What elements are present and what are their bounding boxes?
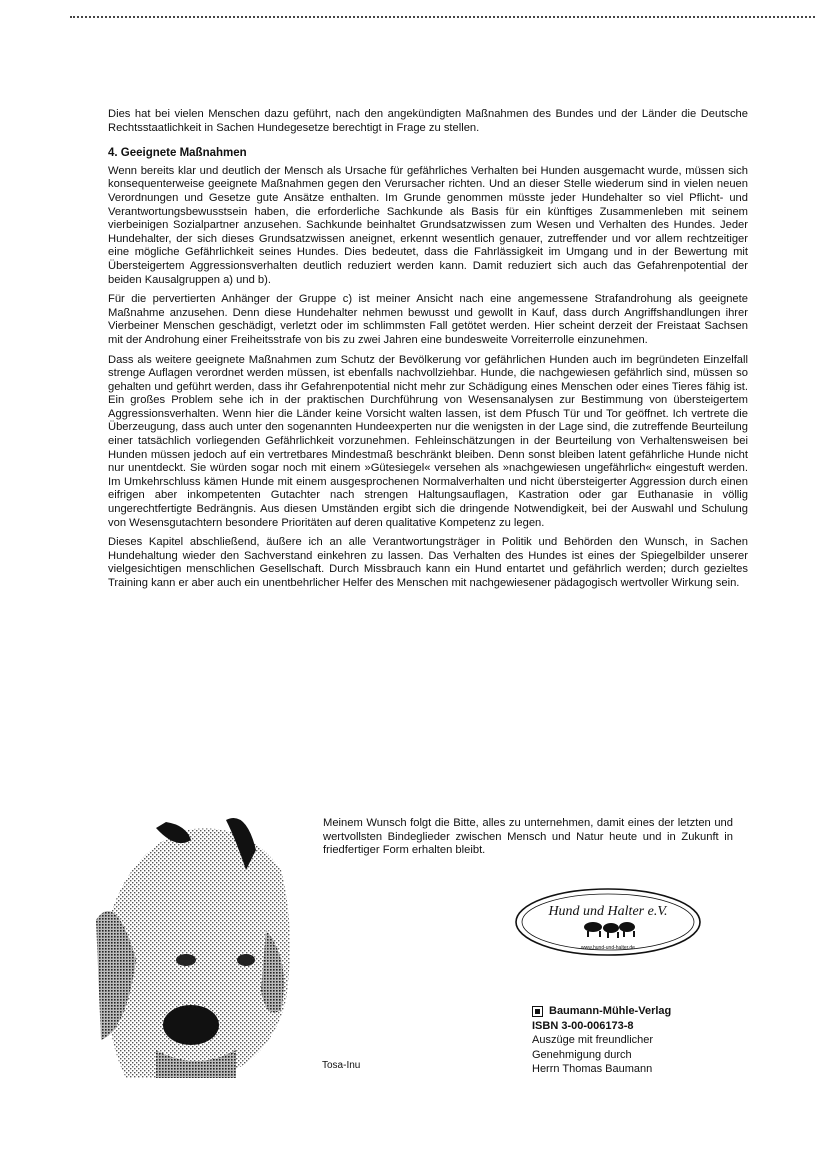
- publisher-name-row: [532, 1004, 671, 1019]
- isbn: ISBN 3-00-006173-8: [532, 1019, 634, 1032]
- body-paragraph: Wenn bereits klar und deutlich der Mensch als Ursache für gefährliches Verhalten bei Hunden ausgemacht wurde, müssen sich konsequenterweise geeignete Maßnahmen gegen den Verursacher richten. Und an dieser Stelle wiederum sind in vielen neuen Verordnungen und Gesetze gute Ansätze enthalten. Im Grunde genommen müsste jeder Hundehalter so viel Pflicht- und Verantwortungsbewusstsein haben, die erforderliche Sachkunde als Basis für ein künftiges Zusammenleben mit seinem vierbeinigen Sozialpartner anzusehen. Sachkunde beinhaltet Grundsatzwissen zum Wesen und Verhalten des Hundes. Jeder Hundehalter, der sich dieses Grundsatzwissen aneignet, erkennt wesentlich genauer, zutreffender und vor allem rechtzeitiger eine mögliche Gefährlichkeit seines Hundes. Dies bedeutet, dass die Fahrlässigkeit im Umgang und in der Bewertung mit Übersteigertem Aggressionsverhalten deutlich reduziert werden kann. Damit reduziert sich auch das Gefahrenpotential der beiden Kausalgruppen a) und b).: [108, 164, 748, 286]
- document-body: [108, 108, 748, 597]
- section-heading: 4. Geeignete Maßnahmen: [108, 147, 247, 160]
- credit-line-3: Herrn Thomas Baumann: [532, 1063, 653, 1075]
- publisher-name: Baumann-Mühle-Verlag: [549, 1005, 672, 1017]
- seal-title: Hund und Halter e.V.: [548, 904, 668, 919]
- credit-line-2: Genehmigung durch: [532, 1048, 632, 1061]
- seal-url: www.hund-und-halter.de: [581, 945, 635, 951]
- scan-top-edge: [70, 16, 815, 18]
- photo-caption: Tosa-Inu: [322, 1060, 361, 1071]
- body-paragraph: Dass als weitere geeignete Maßnahmen zum Schutz der Bevölkerung vor gefährlichen Hunden auch im begründeten Einzelfall strenge Auflagen verordnet werden müssen, ist ebenfalls nachvollziehbar. Hunde, die nachgewiesen gefährlich sind, müssen so gehalten und geführt werden, dass ihr Gefahrenpotential nicht mehr zur Schädigung eines Menschen oder eines Tieres fähig ist. Ein großes Problem sehe ich in der praktischen Durchführung von Wesensanalysen zur Bestimmung von übersteigertem Aggressionsverhalten. Wenn hier die Länder keine Vorsicht walten lassen, ist dem Pfusch Tür und Tor geöffnet. Ich vertrete die Überzeugung, dass auch unter den sogenannten Hundeexperten nur die wenigsten in der Lage sind, die zutreffende Beurteilung einer tatsächlich vorliegenden Gefährlichkeit vorzunehmen. Fehleinschätzungen in der Beurteilung von Verhaltensweisen bei Hunden müssen jedoch auf ein vertretbares Mindestmaß beschränkt bleiben. Denn sonst bleiben latent gefährliche Hunde nicht nur unentdeckt. Sie würden sogar noch mit einem »Gütesiegel« versehen als »nachgewiesen ungefährlich« eingestuft werden. Im Umkehrschluss kämen Hunde mit einem ausgesprochenen Normalverhalten und nicht übersteigerter Aggression durch einen eifrigen aber inkompetenten Gutachter nach strengen Haltungsauflagen, Kastration oder gar Euthanasie in völlig ungerechtfertigte Bedrängnis. Aus diesen Umständen ergibt sich die dringende Notwendigkeit, bei der Auswahl und Schulung von Wesensgutachtern besondere Prioritäten auf deren qualitative Kompetenz zu legen.: [108, 353, 748, 529]
- publisher-info: [532, 1004, 671, 1077]
- body-paragraph: Für die pervertierten Anhänger der Gruppe c) ist meiner Ansicht nach eine angemessene Strafandrohung als geeignete Maßnahme anzusehen. Denn diese Hundehalter nehmen bewusst und gewollt in Kauf, dass durch Angriffshandlungen ihrer Vierbeiner Menschen geschädigt, verletzt oder im schlimmsten Fall getötet werden. Hier scheint derzeit der Freistaat Sachsen mit der Androhung einer Freiheitsstrafe von bis zu zwei Jahren eine bundesweite Vorreiterrolle einzunehmen.: [108, 293, 748, 346]
- credit-line-1: Auszüge mit freundlicher: [532, 1034, 654, 1046]
- association-seal: [513, 887, 703, 957]
- tosa-inu-photo: [96, 810, 296, 1078]
- dog-image: [96, 810, 296, 1078]
- body-paragraph: Dieses Kapitel abschließend, äußere ich an alle Verantwortungsträger in Politik und Behörden den Wunsch, in Sachen Hundehaltung wieder den Sachverstand einkehren zu lassen. Das Verhalten des Hundes ist eines der Spiegelbilder unserer vielgesichtigen menschlichen Gesellschaft. Durch Missbrauch kann ein Hund entartet und gefährlich werden; durch gezieltes Training kann er aber auch ein unentbehrlicher Helfer des Menschen mit nachgewiesener pädagogisch wertvoller Wirkung sein.: [108, 536, 748, 589]
- publisher-logo-icon: [532, 1006, 543, 1017]
- closing-paragraph: Meinem Wunsch folgt die Bitte, alles zu unternehmen, damit eines der letzten und wertvollsten Bindeglieder zwischen Mensch und Natur heute und in Zukunft in friedfertiger Form erhalten bleibt.: [323, 817, 733, 857]
- intro-paragraph: Dies hat bei vielen Menschen dazu geführt, nach den angekündigten Maßnahmen des Bundes und der Länder die Deutsche Rechtsstaatlichkeit in Sachen Hundegesetze berechtigt in Frage zu stellen.: [108, 108, 748, 134]
